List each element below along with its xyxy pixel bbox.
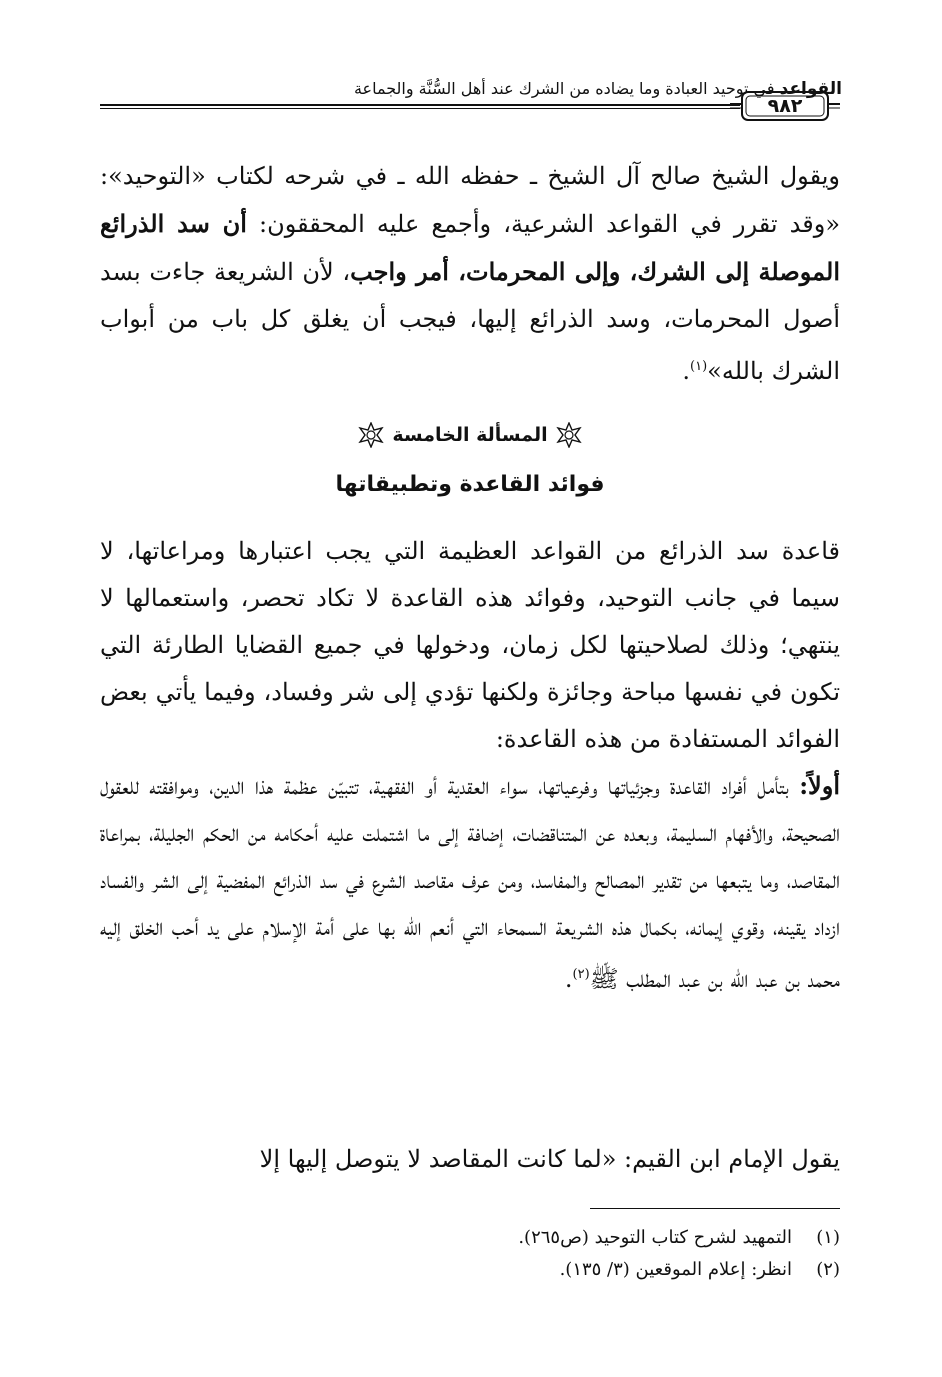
star-ornament-icon (358, 422, 384, 448)
header-title-rest: في توحيد العبادة وما يضاده من الشرك عند أهل السُّنَّة والجماعة (353, 79, 775, 98)
p1-text-b: ، لأن الشريعة جاءت بسد أصول المحرمات، وسد الذرائع إليها، فيجب أن يغلق كل باب من أبواب الشرك بالله» (100, 258, 840, 385)
section-heading (100, 415, 840, 455)
subtitle: فوائد القاعدة وتطبيقاتها (335, 472, 605, 497)
footnote-1 (100, 1222, 840, 1254)
header-rule-thin (100, 108, 740, 109)
page-number: ٩٨٢ (767, 95, 803, 117)
footnote-ref-2[interactable]: (٢) (572, 967, 590, 982)
footnote-2 (100, 1254, 840, 1286)
page-number-frame (730, 88, 840, 124)
header-title-lead: القواعد (779, 79, 842, 99)
running-header (100, 78, 842, 134)
p4-text: بتأمل أفراد القاعدة وجزئياتها وفرعياتها، سواء العقدية أو الفقهية، تتبيّن عظمة هذا الدين، وموافقته للعقول الصحيحة، والأفهام السليمة، وبعده عن المتناقضات، إضافة إلى ما اشتملت عليه أحكامه من الحكم الجليلة، بمراعاة المقاصد، وما يتبعها من تقدير المصالح والمفاسد، ومن عرف مقاصد الشرع في سد الذرائع المفضية إلى الشر والفساد ازداد يقينه، وقوي إيمانه، بكمال هذه الشريعة السمحاء التي أنعم الله بها على أمة الإسلام على يد أحب الخلق إليه محمد بن عبد الله بن عبد المطلب ﷺ (100, 772, 840, 993)
paragraph-first-benefit (100, 762, 840, 1003)
section-heading-text: المسألة الخامسة (392, 424, 548, 446)
paragraph-ibn-qayyim: يقول الإمام ابن القيم: «لما كانت المقاصد لا يتوصل إليها إلا (259, 1145, 840, 1173)
footnote-1-num: (١) (816, 1227, 840, 1248)
p4-lead: أولاً: (799, 771, 840, 800)
header-rule (100, 104, 740, 106)
p1-bold-text: أن سد الذرائع الموصلة إلى الشرك، وإلى المحرمات، أمر واجب (100, 209, 841, 286)
star-ornament-icon (556, 422, 582, 448)
footnote-ref-1[interactable]: (١) (690, 359, 708, 374)
p1-end: . (682, 357, 691, 385)
footnotes (100, 1222, 840, 1286)
paragraph-intro: قاعدة سد الذرائع من القواعد العظيمة التي يجب اعتبارها ومراعاتها، لا سيما في جانب التوحيد، وفوائد هذه القاعدة لا تكاد تحصر، واستعمالها لا ينتهي؛ وذلك لصلاحيتها لكل زمان، ودخولها في جميع القضايا الطارئة التي تكون في نفسها مباحة وجائزة ولكنها تؤدي إلى شر وفساد، وفيما يأتي بعض الفوائد المستفادة من هذه القاعدة: (100, 537, 840, 753)
footnote-2-num: (٢) (816, 1259, 840, 1280)
paragraph-quote-saleh (100, 153, 840, 395)
footnote-2-text: انظر: إعلام الموقعين (٣/ ١٣٥). (559, 1259, 792, 1280)
p1-text-a: ويقول الشيخ صالح آل الشيخ ـ حفظه الله ـ في شرحه لكتاب «التوحيد»: «وقد تقرر في القواعد الشرعية، وأجمع عليه المحققون: (100, 162, 841, 238)
footnote-1-text: التمهيد لشرح كتاب التوحيد (ص٢٦٥). (518, 1227, 792, 1248)
p4-end: . (564, 965, 573, 993)
footnote-rule (590, 1208, 840, 1209)
